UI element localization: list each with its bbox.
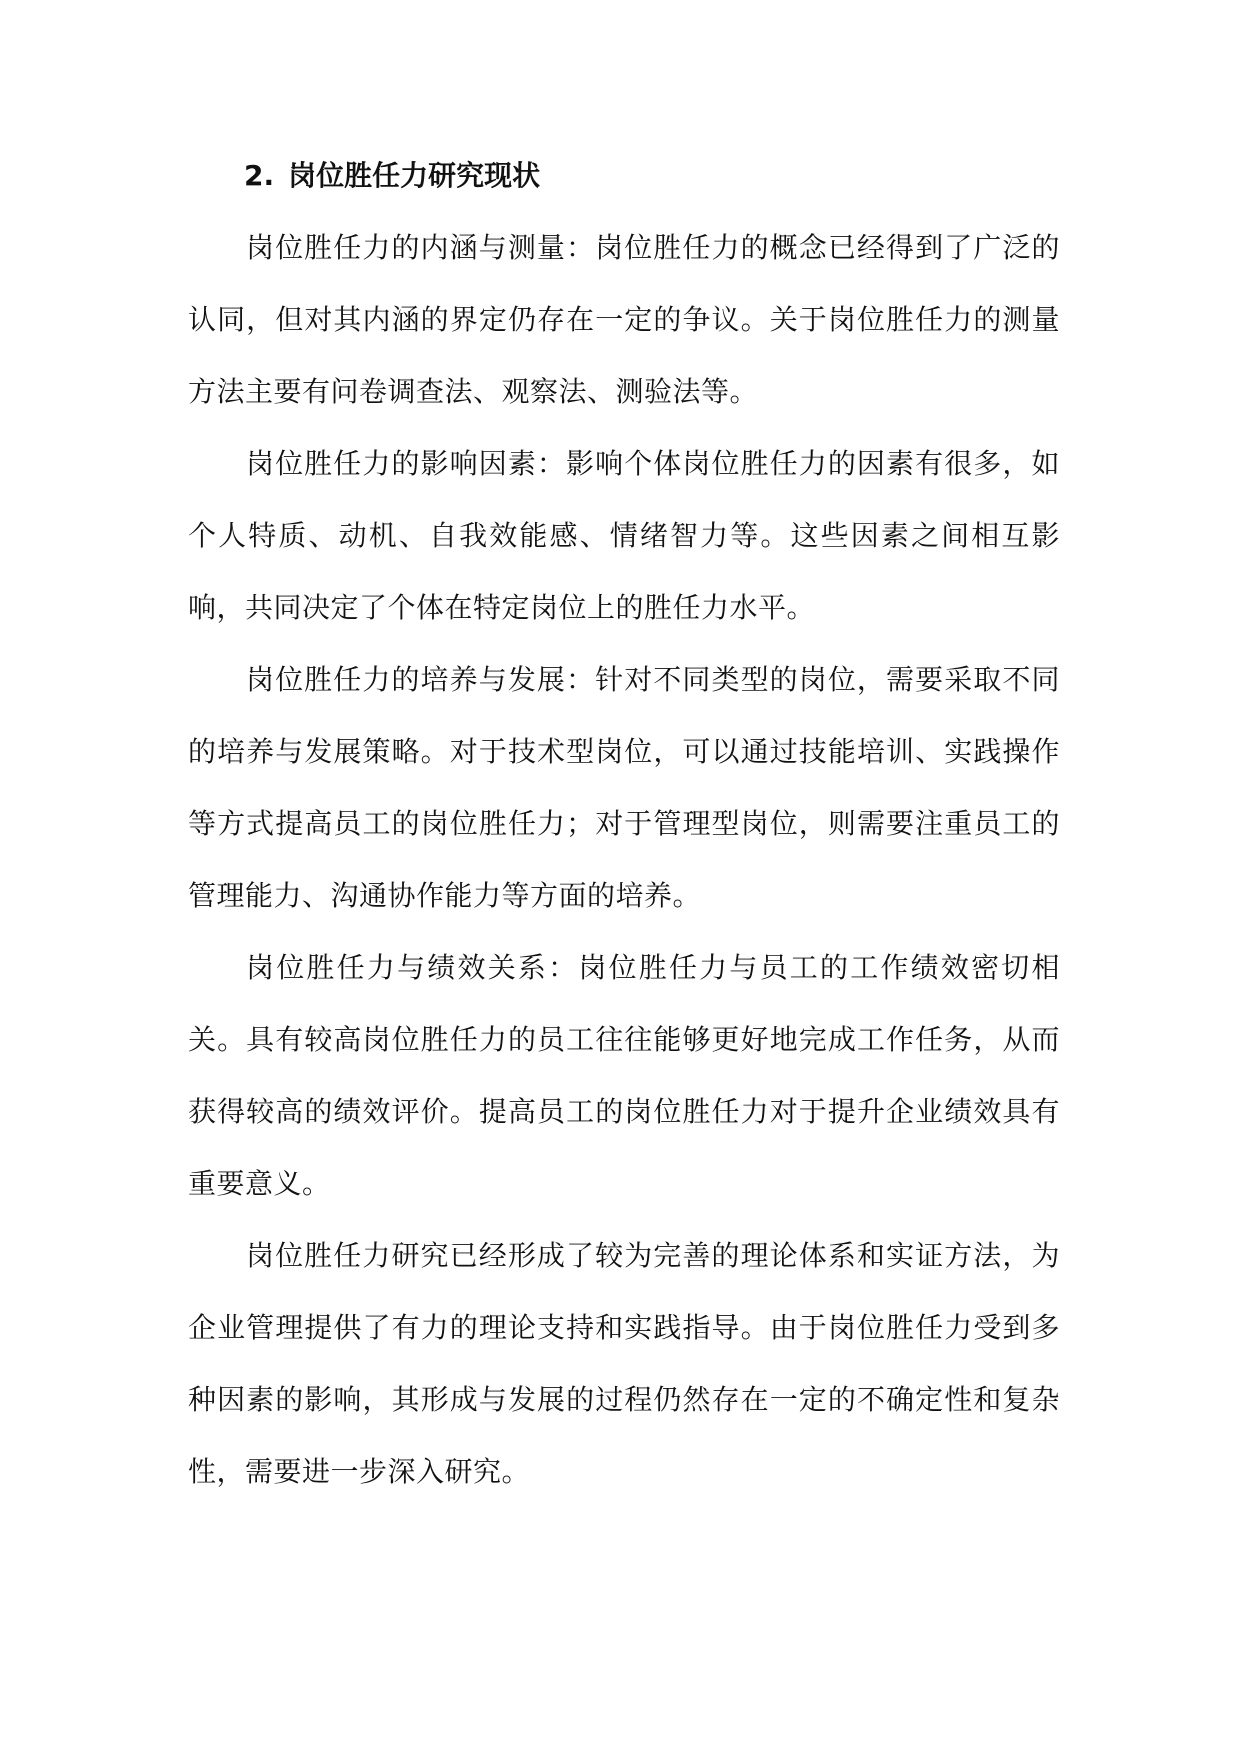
document-body — [188, 140, 1060, 1508]
section-number: 2. — [244, 159, 275, 192]
paragraph-connotation-measurement: 岗位胜任力的内涵与测量：岗位胜任力的概念已经得到了广泛的认同，但对其内涵的界定仍存在一定的争议。关于岗位胜任力的测量方法主要有问卷调查法、观察法、测验法等。 — [188, 231, 1060, 408]
section-heading — [188, 140, 1060, 212]
paragraph-training-development: 岗位胜任力的培养与发展：针对不同类型的岗位，需要采取不同的培养与发展策略。对于技术型岗位，可以通过技能培训、实践操作等方式提高员工的岗位胜任力；对于管理型岗位，则需要注重员工的管理能力、沟通协作能力等方面的培养。 — [188, 663, 1060, 912]
section-title: 岗位胜任力研究现状 — [288, 159, 541, 192]
paragraph-performance-relation: 岗位胜任力与绩效关系：岗位胜任力与员工的工作绩效密切相关。具有较高岗位胜任力的员工往往能够更好地完成工作任务，从而获得较高的绩效评价。提高员工的岗位胜任力对于提升企业绩效具有重要意义。 — [188, 951, 1060, 1200]
paragraph-influencing-factors: 岗位胜任力的影响因素：影响个体岗位胜任力的因素有很多，如个人特质、动机、自我效能感、情绪智力等。这些因素之间相互影响，共同决定了个体在特定岗位上的胜任力水平。 — [188, 447, 1060, 624]
paragraph-summary: 岗位胜任力研究已经形成了较为完善的理论体系和实证方法，为企业管理提供了有力的理论支持和实践指导。由于岗位胜任力受到多种因素的影响，其形成与发展的过程仍然存在一定的不确定性和复杂性，需要进一步深入研究。 — [188, 1239, 1060, 1488]
